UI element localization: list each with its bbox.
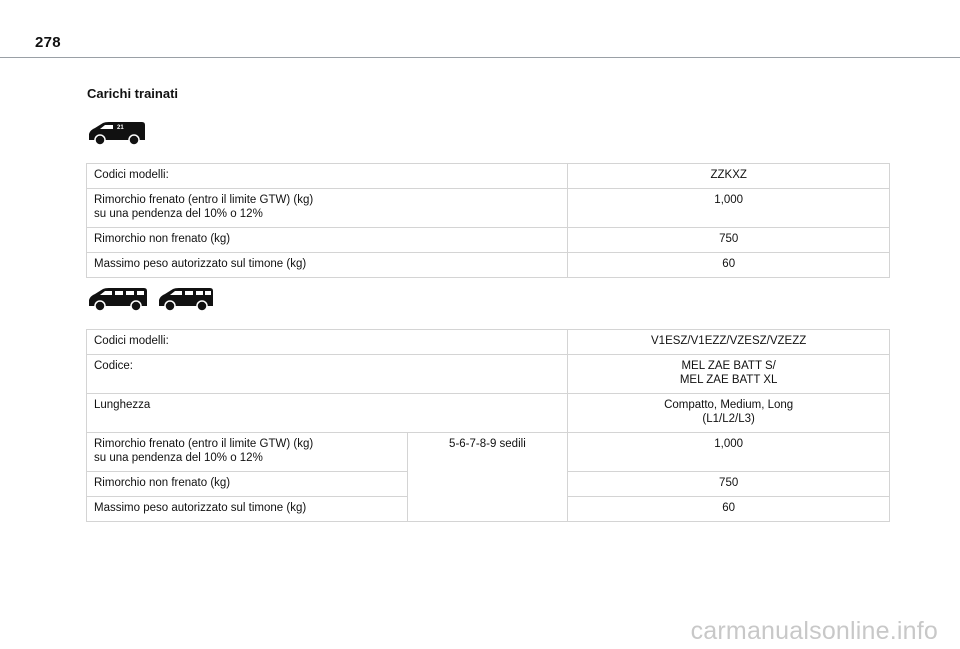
table-row [87,228,890,253]
table-cell: Compatto, Medium, Long (L1/L2/L3) [568,394,890,433]
table-row [87,164,890,189]
table-cell: Rimorchio frenato (entro il limite GTW) (kg) su una pendenza del 10% o 12% [87,433,408,472]
header-divider [0,57,960,58]
table-cell: 60 [568,497,890,522]
towing-table-minivan [86,329,890,522]
table-row [87,433,890,472]
table-cell: Lunghezza [87,394,568,433]
table-cell: 60 [568,253,890,278]
table-row [87,330,890,355]
table-row [87,355,890,394]
section-title: Carichi trainati [87,86,179,101]
page-number: 278 [35,34,61,51]
table-cell: Rimorchio non frenato (kg) [87,472,408,497]
table-cell: ZZKXZ [568,164,890,189]
minivan-icon [156,286,216,313]
table-cell: Rimorchio non frenato (kg) [87,228,568,253]
minivan-icon [86,286,150,313]
watermark: carmanualsonline.info [690,617,938,645]
table-cell: Codice: [87,355,568,394]
table-cell: 750 [568,472,890,497]
table-cell: 1,000 [568,433,890,472]
table-cell: Codici modelli: [87,330,568,355]
table-cell: 750 [568,228,890,253]
table-cell: 1,000 [568,189,890,228]
table-cell: Codici modelli: [87,164,568,189]
svg-text:21: 21 [117,125,124,131]
seats-cell: 5-6-7-8-9 sedili [407,433,568,522]
table-row [87,189,890,228]
towing-table-van [86,163,890,278]
table-cell: MEL ZAE BATT S/ MEL ZAE BATT XL [568,355,890,394]
table-cell: Massimo peso autorizzato sul timone (kg) [87,253,568,278]
table-cell: V1ESZ/V1EZZ/VZESZ/VZEZZ [568,330,890,355]
table-cell: Rimorchio frenato (entro il limite GTW) (kg) su una pendenza del 10% o 12% [87,189,568,228]
van-icon [86,120,148,147]
table-row [87,253,890,278]
table-cell: Massimo peso autorizzato sul timone (kg) [87,497,408,522]
table-row [87,394,890,433]
